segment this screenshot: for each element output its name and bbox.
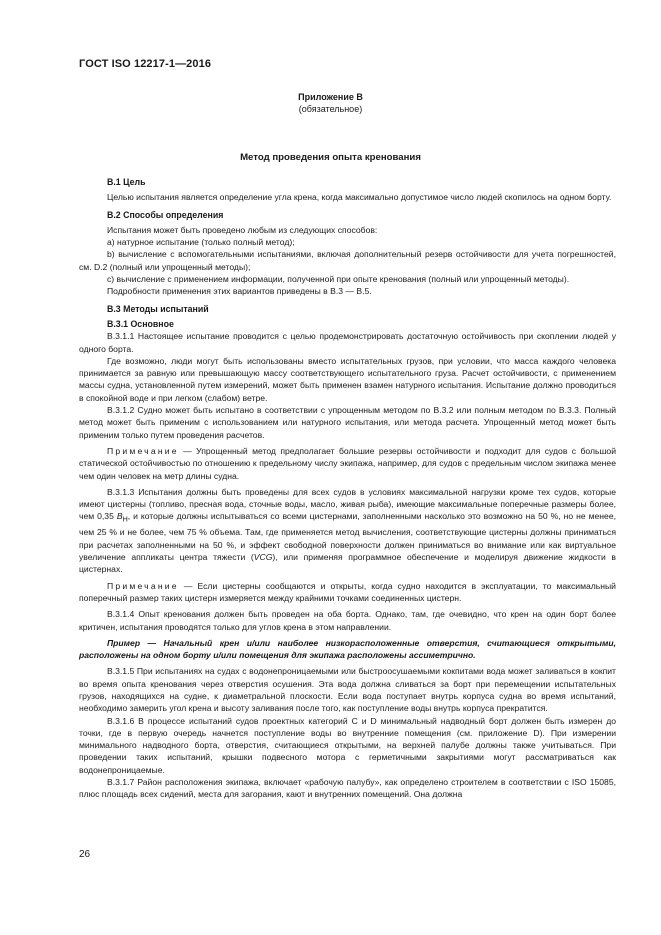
- heading-b3-1: В.3.1 Основное: [107, 318, 174, 329]
- paragraph: [79, 486, 616, 576]
- note-text: — Упрощенный метод предполагает большие резервы остойчивости и подходит для судов с большой статической остойчивостью по отношению к предельному числу экипажа, например, для судов с предельным числом экипажа менее чем один человек на метр длины судна.: [79, 445, 616, 481]
- paragraph: Испытания может быть проведено любым из следующих способов:: [107, 224, 378, 235]
- list-item: b) вычисление с вспомогательными испытаниями, включая дополнительный резерв остойчивости для учета погрешностей, см. D.2 (полный или упрощенный методы);: [79, 249, 616, 272]
- paragraph: В.3.1.1 Настоящее испытание проводится с целью продемонстрировать достаточную остойчивость при скоплении людей у одного борта.: [79, 331, 616, 354]
- page-number: 26: [79, 849, 91, 860]
- paragraph: В.3.1.5 При испытаниях на судах с водонепроницаемыми или быстроосушаемыми кокпитами вода может заливаться в кокпит во время опыта кренования через отверстия осушения. Эта вода должна сливаться за борт при перемещении испытательных грузов, находящихся на судне, к диаметральной плоскости. Если вода поступает внутрь корпуса судна во время испытаний, необходимо замерить угол крена и высоту заливания после того, как поступление воды внутрь корпуса прекратится.: [79, 666, 616, 714]
- text-run: В.3.1.3 Испытания должны быть проведены для всех судов в условиях максимальной нагрузки кроме тех судов, которые имеют цистерны (топливо, пресная вода, сточные воды, масло, живая рыба), имеющие максимальные поперечные размеры более, чем 0,35: [79, 486, 616, 522]
- note-label: Примечание: [107, 445, 179, 456]
- standard-header: ГОСТ ISO 12217-1—2016: [79, 58, 212, 70]
- list-item: c) вычисление с применением информации, полученной при опыте кренования (полный или упрощенный методы).: [107, 274, 570, 285]
- list-item: а) натурное испытание (только полный метод);: [107, 237, 295, 248]
- document-body: [79, 176, 616, 801]
- note-label: Примечание: [107, 580, 179, 591]
- heading-b2: В.2 Способы определения: [107, 209, 224, 220]
- appendix-status: (обязательное): [298, 104, 363, 114]
- section-title: Метод проведения опыта кренования: [240, 152, 421, 163]
- appendix-title: Приложение В: [298, 92, 363, 102]
- paragraph: В.3.1.6 В процессе испытаний судов проектных категорий С и D минимальный надводный борт должен быть измерен до точки, где в первую очередь начнется поступление воды во внутренние помещения (см. приложение D). При измерении минимального надводного борта, отверстия, считающиеся открытыми, на верхней палубе должны также учитываться. При проведении таких испытаний, крышки подвесного мотора с герметичными закрытиями могут рассматриваться как водонепроницаемые.: [79, 715, 616, 775]
- note-text: — Если цистерны сообщаются и открыты, когда судно находится в эксплуатации, то максимальный поперечный размер таких цистерн измеряется между крайними точками соединенных цистерн.: [79, 580, 616, 603]
- paragraph: Целью испытания является определение угла крена, когда максимально допустимое число людей скопилось на одном борту.: [107, 192, 612, 203]
- paragraph: Подробности применения этих вариантов приведены в В.3 — В.5.: [107, 286, 372, 297]
- appendix-heading: [0, 91, 661, 115]
- paragraph: Где возможно, люди могут быть использованы вместо испытательных грузов, при условии, что масса каждого человека принимается за равную или превышающую массу соответствующего испытательного груза. Расчет остойчивости, с применением массы судна, установленной путем измерений, может быть применен взамен натурного испытания. Испытание должно проводиться в спокойной воде и при легком (слабом) ветре.: [79, 355, 616, 403]
- heading-b1: В.1 Цель: [107, 177, 146, 187]
- example-paragraph: Пример — Начальный крен и/или наиболее низкорасположенные отверстия, считающиеся открытыми, расположены на одном борту и/или помещения для экипажа расположены ассиметрично.: [79, 637, 616, 661]
- text-run: ), или применяя программное обеспечение и моделируя движение жидкости в цистернах.: [79, 552, 616, 575]
- symbol: B: [116, 511, 123, 522]
- symbol: VCG: [253, 552, 273, 563]
- heading-b3: В.3 Методы испытаний: [107, 303, 209, 314]
- paragraph: В.3.1.7 Район расположения экипажа, включает «рабочую палубу», как определено строителем в соответствии с ISO 15085, плюс площадь всех сидений, места для загорания, кают и внутренних помещений. Она должна: [79, 777, 616, 800]
- note-paragraph: [79, 445, 616, 482]
- text-run: , и которые должны испытываться со всеми цистернами, заполненными насколько это возможно на 50 %, но не менее, чем 25 % и не более, чем 75 % объема. Там, где применяется метод вычисления, соответствующие цистерны должны приниматься при расчетах заполненными на 50 %, и эффект свободной поверхности должен приниматься во внимание или как виртуальное увеличение аппликаты центра тяжести (: [79, 511, 616, 563]
- note-paragraph: [79, 580, 616, 605]
- paragraph: В.3.1.2 Судно может быть испытано в соответствии с упрощенным методом по В.3.2 или полным методом по В.3.3. Полный метод может быть применим с использованием или натурного испытания, или метода расчета. Упрощенный метод может быть применим только путем проведения расчетов.: [79, 405, 616, 440]
- symbol-subscript: H: [122, 516, 128, 525]
- paragraph: В.3.1.4 Опыт кренования должен быть проведен на оба борта. Однако, там, где очевидно, что крен на один борт более критичен, испытания проводятся только для углов крена в этом направлении.: [79, 609, 616, 632]
